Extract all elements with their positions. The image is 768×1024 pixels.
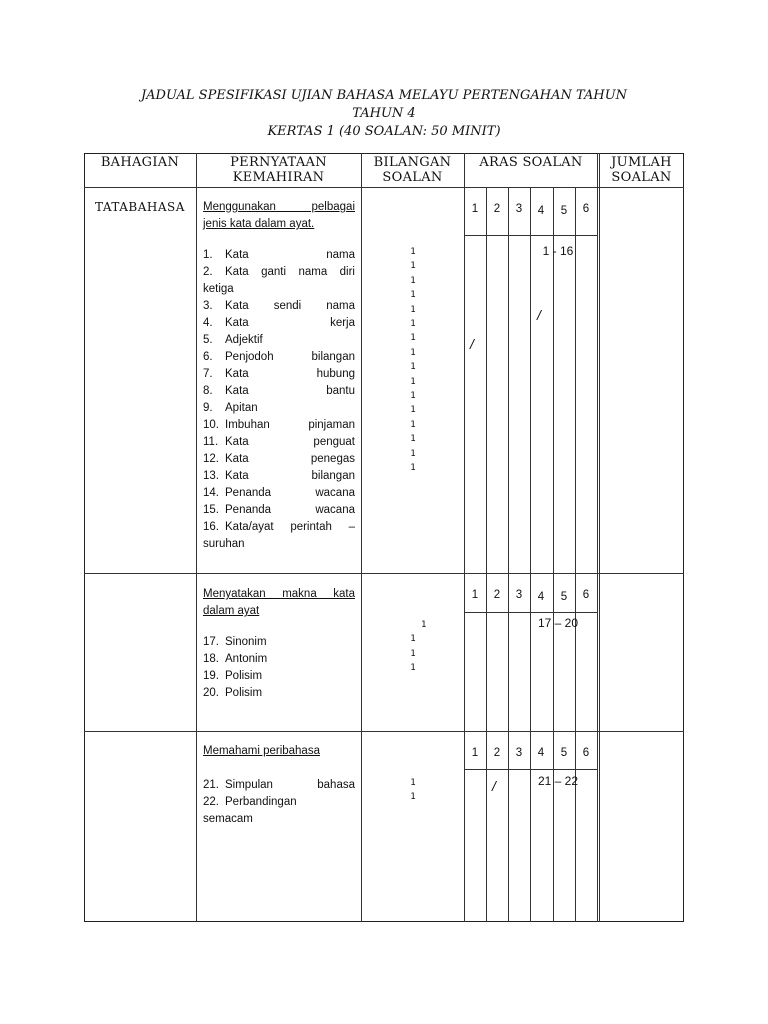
level-label-3: 3: [515, 589, 523, 601]
skill-item-text: Antonim: [225, 653, 268, 665]
doc-title-line3: KERTAS 1 (40 SOALAN: 50 MINIT): [267, 124, 501, 139]
header-bilangan: BILANGAN: [373, 155, 452, 170]
skill-item-text: Imbuhan pinjaman: [225, 419, 355, 431]
skill-title: Memahami peribahasa: [203, 745, 320, 757]
skill-item: [203, 634, 355, 651]
skill-item-text: semacam: [203, 813, 253, 825]
tick-mark-level-2: /: [492, 778, 496, 794]
skill-item-number: 22.: [203, 796, 219, 808]
skill-title: Menggunakan pelbagai: [203, 201, 355, 213]
skill-item: [203, 434, 355, 451]
skill-item-number: 5.: [203, 334, 213, 346]
skill-item-text: Perbandingan: [225, 796, 297, 808]
skill-item: [203, 668, 355, 685]
skill-item: [203, 536, 355, 553]
skill-item-text: Kata penguat: [225, 436, 355, 448]
header-jumlah-soalan: SOALAN: [611, 170, 672, 185]
skill-row-3: [203, 743, 355, 828]
level-col: [486, 188, 487, 922]
skill-item-number: 2.: [203, 266, 213, 278]
skill-item-text: Kata nama: [225, 249, 355, 261]
skill-item: [203, 400, 355, 417]
question-count-one: 1: [410, 778, 416, 788]
skill-item: [203, 315, 355, 332]
skill-item: [203, 651, 355, 668]
level-label-4: 4: [537, 591, 545, 603]
col-divider-4: [597, 153, 598, 922]
skill-item-text: Kata kerja: [225, 317, 355, 329]
doc-title-line1: JADUAL SPESIFIKASI UJIAN BAHASA MELAYU PERTENGAHAN TAHUN: [140, 88, 628, 103]
skill-item: [203, 794, 355, 811]
skill-item: [203, 332, 355, 349]
skill-item-text: Simpulan bahasa: [225, 779, 355, 791]
skill-item: [203, 519, 355, 536]
level-label-5: 5: [560, 591, 568, 603]
skill-item-number: 16.: [203, 521, 219, 533]
skill-item: [203, 811, 355, 828]
skill-item-text: Kata sendi nama: [225, 300, 355, 312]
levels-divider-3: [464, 769, 598, 770]
row1-divider: [84, 573, 684, 574]
level-label-1: 1: [471, 747, 479, 759]
skill-item-number: 10.: [203, 419, 219, 431]
skill-item: [203, 451, 355, 468]
skill-item: [203, 247, 355, 264]
question-count-one: 1: [410, 792, 416, 803]
col-divider-1: [196, 153, 197, 922]
skill-item-text: Kata bilangan: [225, 470, 355, 482]
spec-table: [84, 153, 684, 922]
question-count-one: 1: [410, 304, 416, 315]
skill-item-text: Kata/ayat perintah –: [225, 521, 355, 533]
skill-item-number: 1.: [203, 249, 213, 261]
skill-title: dalam ayat: [203, 605, 260, 617]
level-label-3: 3: [515, 747, 523, 759]
col-divider-5: [599, 153, 600, 922]
skill-item-text: suruhan: [203, 538, 245, 550]
question-count-one: 1: [410, 448, 416, 459]
skill-item-text: Polisim: [225, 670, 263, 682]
skill-item-text: Penjodoh bilangan: [225, 351, 355, 363]
question-count-one: 1: [410, 376, 416, 387]
skill-title: Menyatakan makna kata: [203, 588, 355, 600]
skill-title: jenis kata dalam ayat.: [203, 218, 315, 230]
skill-item: [203, 468, 355, 485]
skill-item-number: 15.: [203, 504, 219, 516]
count-column-row-1: [407, 245, 419, 476]
level-col: [530, 188, 531, 922]
section-tatabahasa: TATABAHASA: [95, 200, 185, 214]
question-count-one: 1: [410, 463, 416, 474]
question-count-one: 1: [410, 333, 416, 344]
range-row-3: 21 – 22: [537, 774, 579, 788]
skill-item-number: 14.: [203, 487, 219, 499]
header-aras: ARAS SOALAN: [479, 155, 583, 170]
skill-item-text: Kata hubung: [225, 368, 355, 380]
tick-mark-level-4: /: [537, 307, 541, 323]
level-label-5: 5: [560, 747, 568, 759]
question-count-one: 1: [410, 362, 416, 373]
question-count-one: 1: [410, 275, 416, 286]
skill-item: [203, 298, 355, 315]
question-count-one: 1: [410, 247, 416, 257]
question-count-one: 1: [410, 419, 416, 430]
skill-item-text: Apitan: [225, 402, 258, 414]
level-label-2: 2: [493, 589, 501, 601]
skill-item: [203, 685, 355, 702]
skill-item-number: 6.: [203, 351, 213, 363]
question-count-one: 1: [410, 634, 416, 645]
range-row-1: 1 - 16: [542, 244, 574, 258]
level-col: [553, 188, 554, 922]
level-label-6: 6: [582, 747, 590, 759]
question-count-one: 1: [410, 261, 416, 272]
skill-item-text: Kata penegas: [225, 453, 355, 465]
count-column-row-3: [407, 776, 419, 805]
skill-item-number: 11.: [203, 436, 219, 448]
question-count-one: 1: [410, 405, 416, 416]
skill-item-number: 7.: [203, 368, 213, 380]
skill-item-text: Kata ganti nama diri: [225, 266, 355, 278]
level-label-6: 6: [582, 589, 590, 601]
level-col: [508, 188, 509, 922]
level-label-2: 2: [493, 203, 501, 215]
header-divider: [84, 187, 684, 188]
skill-item-number: 4.: [203, 317, 213, 329]
question-count-one: 1: [410, 347, 416, 358]
level-label-4: 4: [537, 205, 545, 217]
header-bilangan-soalan: SOALAN: [382, 170, 443, 185]
level-col: [575, 188, 576, 922]
skill-item-text: Kata bantu: [225, 385, 355, 397]
tick-mark-level-1: /: [470, 336, 474, 352]
header-jumlah: JUMLAH: [611, 155, 672, 170]
skill-row-2: [203, 586, 355, 702]
skill-item: [203, 281, 355, 298]
level-label-3: 3: [515, 203, 523, 215]
skill-item-number: 19.: [203, 670, 219, 682]
skill-item-text: Penanda wacana: [225, 504, 355, 516]
skill-item-text: Polisim: [225, 687, 263, 699]
levels-divider-2: [464, 612, 598, 613]
level-label-5: 5: [560, 205, 568, 217]
header-bahagian: BAHAGIAN: [100, 155, 180, 170]
skill-item: [203, 366, 355, 383]
question-count-one: 1: [410, 648, 416, 659]
skill-item: [203, 777, 355, 794]
header-kemahiran: KEMAHIRAN: [232, 170, 325, 185]
level-label-2: 2: [493, 747, 501, 759]
row2-divider: [84, 731, 684, 732]
question-count-one: 1: [410, 290, 416, 301]
levels-divider-1: [464, 235, 598, 236]
level-label-1: 1: [471, 203, 479, 215]
skill-item: [203, 502, 355, 519]
skill-item: [203, 383, 355, 400]
question-count-one: 1: [410, 434, 416, 445]
count-column-row-2: 1 1 1 1: [407, 618, 419, 676]
skill-item-number: 8.: [203, 385, 213, 397]
skill-item-text: Penanda wacana: [225, 487, 355, 499]
skill-item-number: 17.: [203, 636, 219, 648]
skill-item-number: 13.: [203, 470, 219, 482]
question-count-one: 1: [410, 663, 416, 674]
skill-row-1: [203, 199, 355, 553]
skill-item: [203, 417, 355, 434]
level-label-4: 4: [537, 747, 545, 759]
skill-item-text: ketiga: [203, 283, 234, 295]
col-divider-3: [464, 153, 465, 922]
header-pernyataan: PERNYATAAN: [230, 155, 327, 170]
col-divider-2: [361, 153, 362, 922]
skill-item-number: 20.: [203, 687, 219, 699]
skill-item-number: 3.: [203, 300, 213, 312]
skill-item: [203, 264, 355, 281]
skill-item-number: 12.: [203, 453, 219, 465]
range-row-2: 17 – 20: [537, 616, 579, 630]
skill-item-text: Sinonim: [225, 636, 267, 648]
skill-item-number: 18.: [203, 653, 219, 665]
skill-item-text: Adjektif: [225, 334, 263, 346]
doc-title-line2: TAHUN 4: [352, 106, 416, 121]
level-label-1: 1: [471, 589, 479, 601]
skill-item: [203, 485, 355, 502]
question-count-one: 1: [410, 391, 416, 402]
skill-item-number: 9.: [203, 402, 213, 414]
question-count-one: 1: [410, 319, 416, 330]
level-label-6: 6: [582, 203, 590, 215]
skill-item: [203, 349, 355, 366]
skill-item-number: 21.: [203, 779, 219, 791]
